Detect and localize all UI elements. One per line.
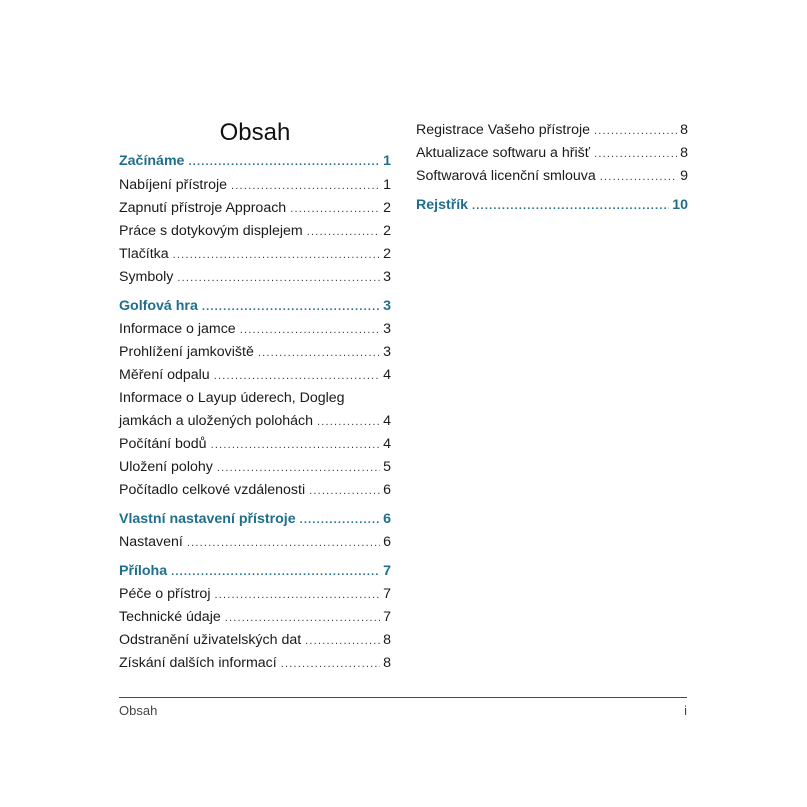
dot-leader: [214, 586, 380, 604]
dot-leader: [231, 177, 380, 195]
footer-section-name: Obsah: [119, 703, 158, 718]
toc-entry-page: 2: [383, 246, 391, 262]
toc-entry-page: 5: [383, 459, 391, 475]
dot-leader: [594, 145, 677, 163]
toc-entry-page: 3: [383, 321, 391, 337]
toc-section-zaciname[interactable]: [119, 152, 391, 171]
toc-entry[interactable]: [119, 458, 391, 477]
toc-entry[interactable]: [119, 631, 391, 650]
toc-entry-page: 8: [680, 145, 688, 161]
toc-entry-label: Práce s dotykovým displejem: [119, 223, 303, 239]
toc-section-priloha[interactable]: [119, 562, 391, 581]
toc-entry-label: Začínáme: [119, 153, 185, 169]
dot-leader: [317, 413, 380, 431]
toc-entry-label: Tlačítka: [119, 246, 169, 262]
dot-leader: [600, 168, 677, 186]
toc-entry-label: Měření odpalu: [119, 367, 210, 383]
toc-entry[interactable]: [416, 121, 688, 140]
toc-entry-label: Vlastní nastavení přístroje: [119, 511, 296, 527]
toc-entry[interactable]: [119, 343, 391, 362]
toc-entry[interactable]: [119, 199, 391, 218]
dot-leader: [305, 632, 380, 650]
dot-leader: [177, 269, 380, 287]
toc-entry-label: Symboly: [119, 269, 174, 285]
toc-entry-label: Technické údaje: [119, 609, 221, 625]
toc-entry[interactable]: [416, 167, 688, 186]
toc-entry-label: Nastavení: [119, 534, 183, 550]
toc-entry-label: Aktualizace softwaru a hřišť: [416, 145, 591, 161]
toc-entry-label: Prohlížení jamkoviště: [119, 344, 254, 360]
toc-entry-label: Nabíjení přístroje: [119, 177, 228, 193]
dot-leader: [173, 246, 380, 264]
toc-entry-page: 7: [383, 586, 391, 602]
toc-entry-page: 3: [383, 269, 391, 285]
dot-leader: [187, 534, 380, 552]
toc-entry-line1[interactable]: [119, 389, 391, 407]
toc-entry-page: 8: [680, 122, 688, 138]
dot-leader: [307, 223, 380, 241]
toc-entry-page: 6: [383, 482, 391, 498]
toc-entry[interactable]: [119, 412, 391, 431]
dot-leader: [472, 197, 669, 215]
toc-entry[interactable]: [119, 366, 391, 385]
toc-entry-page: 2: [383, 200, 391, 216]
toc-entry[interactable]: [119, 585, 391, 604]
dot-leader: [300, 511, 380, 529]
toc-entry[interactable]: [119, 268, 391, 287]
toc-entry-page: 7: [383, 609, 391, 625]
toc-entry-label: Rejstřík: [416, 197, 469, 213]
toc-entry-page: 8: [383, 632, 391, 648]
toc-entry-label: jamkách a uložených polohách: [119, 413, 314, 429]
dot-leader: [240, 321, 380, 339]
toc-entry[interactable]: [119, 176, 391, 195]
toc-entry-page: 3: [383, 344, 391, 360]
toc-entry-page: 7: [383, 563, 391, 579]
toc-entry-label: Uložení polohy: [119, 459, 213, 475]
toc-entry[interactable]: [119, 533, 391, 552]
toc-entry-label: Softwarová licenční smlouva: [416, 168, 596, 184]
toc-entry[interactable]: [119, 222, 391, 241]
toc-entry-label: Odstranění uživatelských dat: [119, 632, 302, 648]
dot-leader: [171, 563, 380, 581]
toc-section-vlastni-nastaveni[interactable]: [119, 510, 391, 529]
toc-entry-label: Informace o Layup úderech, Dogleg: [119, 390, 345, 406]
toc-entry[interactable]: [119, 245, 391, 264]
toc-entry-label: Příloha: [119, 563, 168, 579]
toc-entry[interactable]: [119, 608, 391, 627]
dot-leader: [594, 122, 677, 140]
toc-entry-label: Registrace Vašeho přístroje: [416, 122, 591, 138]
toc-entry-page: 10: [672, 197, 688, 213]
dot-leader: [214, 367, 380, 385]
dot-leader: [211, 436, 381, 454]
footer-page-number: i: [684, 703, 687, 718]
dot-leader: [290, 200, 380, 218]
toc-entry-page: 1: [383, 153, 391, 169]
footer-divider: [119, 697, 687, 698]
toc-entry-label: Informace o jamce: [119, 321, 236, 337]
dot-leader: [309, 482, 380, 500]
toc-entry-page: 6: [383, 534, 391, 550]
dot-leader: [225, 609, 380, 627]
toc-entry-page: 6: [383, 511, 391, 527]
page-title: Obsah: [219, 119, 291, 146]
toc-entry-page: 4: [383, 436, 391, 452]
dot-leader: [258, 344, 380, 362]
toc-entry-label: Péče o přístroj: [119, 586, 211, 602]
dot-leader: [217, 459, 380, 477]
toc-entry-page: 4: [383, 413, 391, 429]
toc-entry-page: 2: [383, 223, 391, 239]
toc-entry-label: Získání dalších informací: [119, 655, 277, 671]
dot-leader: [188, 153, 380, 171]
toc-entry-page: 9: [680, 168, 688, 184]
toc-entry-label: Zapnutí přístroje Approach: [119, 200, 287, 216]
toc-section-rejstrik[interactable]: [416, 196, 688, 215]
toc-entry[interactable]: [416, 144, 688, 163]
toc-entry-label: Počítání bodů: [119, 436, 207, 452]
toc-entry[interactable]: [119, 654, 391, 673]
toc-entry[interactable]: [119, 435, 391, 454]
toc-entry-label: Golfová hra: [119, 298, 198, 314]
toc-entry[interactable]: [119, 481, 391, 500]
toc-entry-page: 3: [383, 298, 391, 314]
toc-entry-label: Počítadlo celkové vzdálenosti: [119, 482, 306, 498]
toc-entry-page: 4: [383, 367, 391, 383]
toc-section-golfova-hra[interactable]: [119, 297, 391, 316]
toc-entry-page: 8: [383, 655, 391, 671]
dot-leader: [281, 655, 380, 673]
toc-entry-page: 1: [383, 177, 391, 193]
toc-entry[interactable]: [119, 320, 391, 339]
dot-leader: [202, 298, 380, 316]
